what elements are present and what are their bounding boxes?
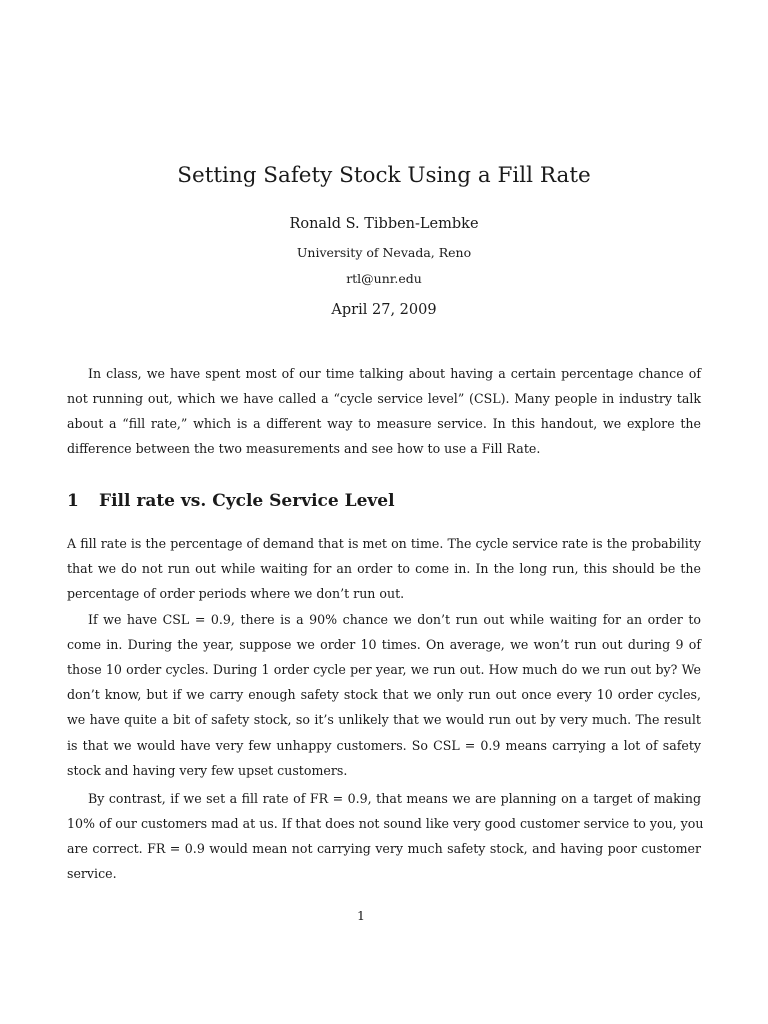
intro-line: not running out, which we have called a “cycle service level” (CSL). Many people in industry talk xyxy=(67,391,701,406)
body-line: those 10 order cycles. During 1 order cycle per year, we run out. How much do we run out by? We xyxy=(67,662,701,677)
intro-line: difference between the two measurements and see how to use a Fill Rate. xyxy=(67,441,541,456)
section-title: Fill rate vs. Cycle Service Level xyxy=(99,491,395,511)
body-line: By contrast, if we set a fill rate of FR = 0.9, that means we are planning on a target of making xyxy=(88,791,701,806)
body-line: is that we would have very few unhappy customers. So CSL = 0.9 means carrying a lot of safety xyxy=(67,738,701,753)
author-email: rtl@unr.edu xyxy=(346,271,422,286)
body-line: are correct. FR = 0.9 would mean not carrying very much safety stock, and having poor customer xyxy=(67,841,701,856)
paper-title: Setting Safety Stock Using a Fill Rate xyxy=(177,163,591,188)
paper-date: April 27, 2009 xyxy=(331,302,437,318)
body-line: we have quite a bit of safety stock, so it’s unlikely that we would run out by very much. The result xyxy=(67,712,701,727)
body-line: come in. During the year, suppose we order 10 times. On average, we won’t run out during 9 of xyxy=(67,637,701,652)
body-line: that we do not run out while waiting for an order to come in. In the long run, this should be the xyxy=(67,561,701,576)
body-line: don’t know, but if we carry enough safety stock that we only run out once every 10 order cycles, xyxy=(67,687,701,702)
body-line: If we have CSL = 0.9, there is a 90% chance we don’t run out while waiting for an order to xyxy=(88,612,701,627)
author-affiliation: University of Nevada, Reno xyxy=(296,245,472,260)
page-number: 1 xyxy=(357,908,365,923)
body-line: percentage of order periods where we don’t run out. xyxy=(67,586,405,601)
body-line: stock and having very few upset customers. xyxy=(67,763,348,778)
section-heading xyxy=(67,491,395,511)
author-name: Ronald S. Tibben-Lembke xyxy=(289,216,479,232)
section-number: 1 xyxy=(67,491,79,511)
intro-line: about a “fill rate,” which is a different way to measure service. In this handout, we explore the xyxy=(67,416,701,431)
body-line: 10% of our customers mad at us. If that does not sound like very good customer service to you, you xyxy=(67,816,704,831)
intro-line: In class, we have spent most of our time talking about having a certain percentage chance of xyxy=(88,366,701,381)
body-line: service. xyxy=(67,866,117,881)
body-line: A fill rate is the percentage of demand that is met on time. The cycle service rate is the probability xyxy=(67,536,701,551)
